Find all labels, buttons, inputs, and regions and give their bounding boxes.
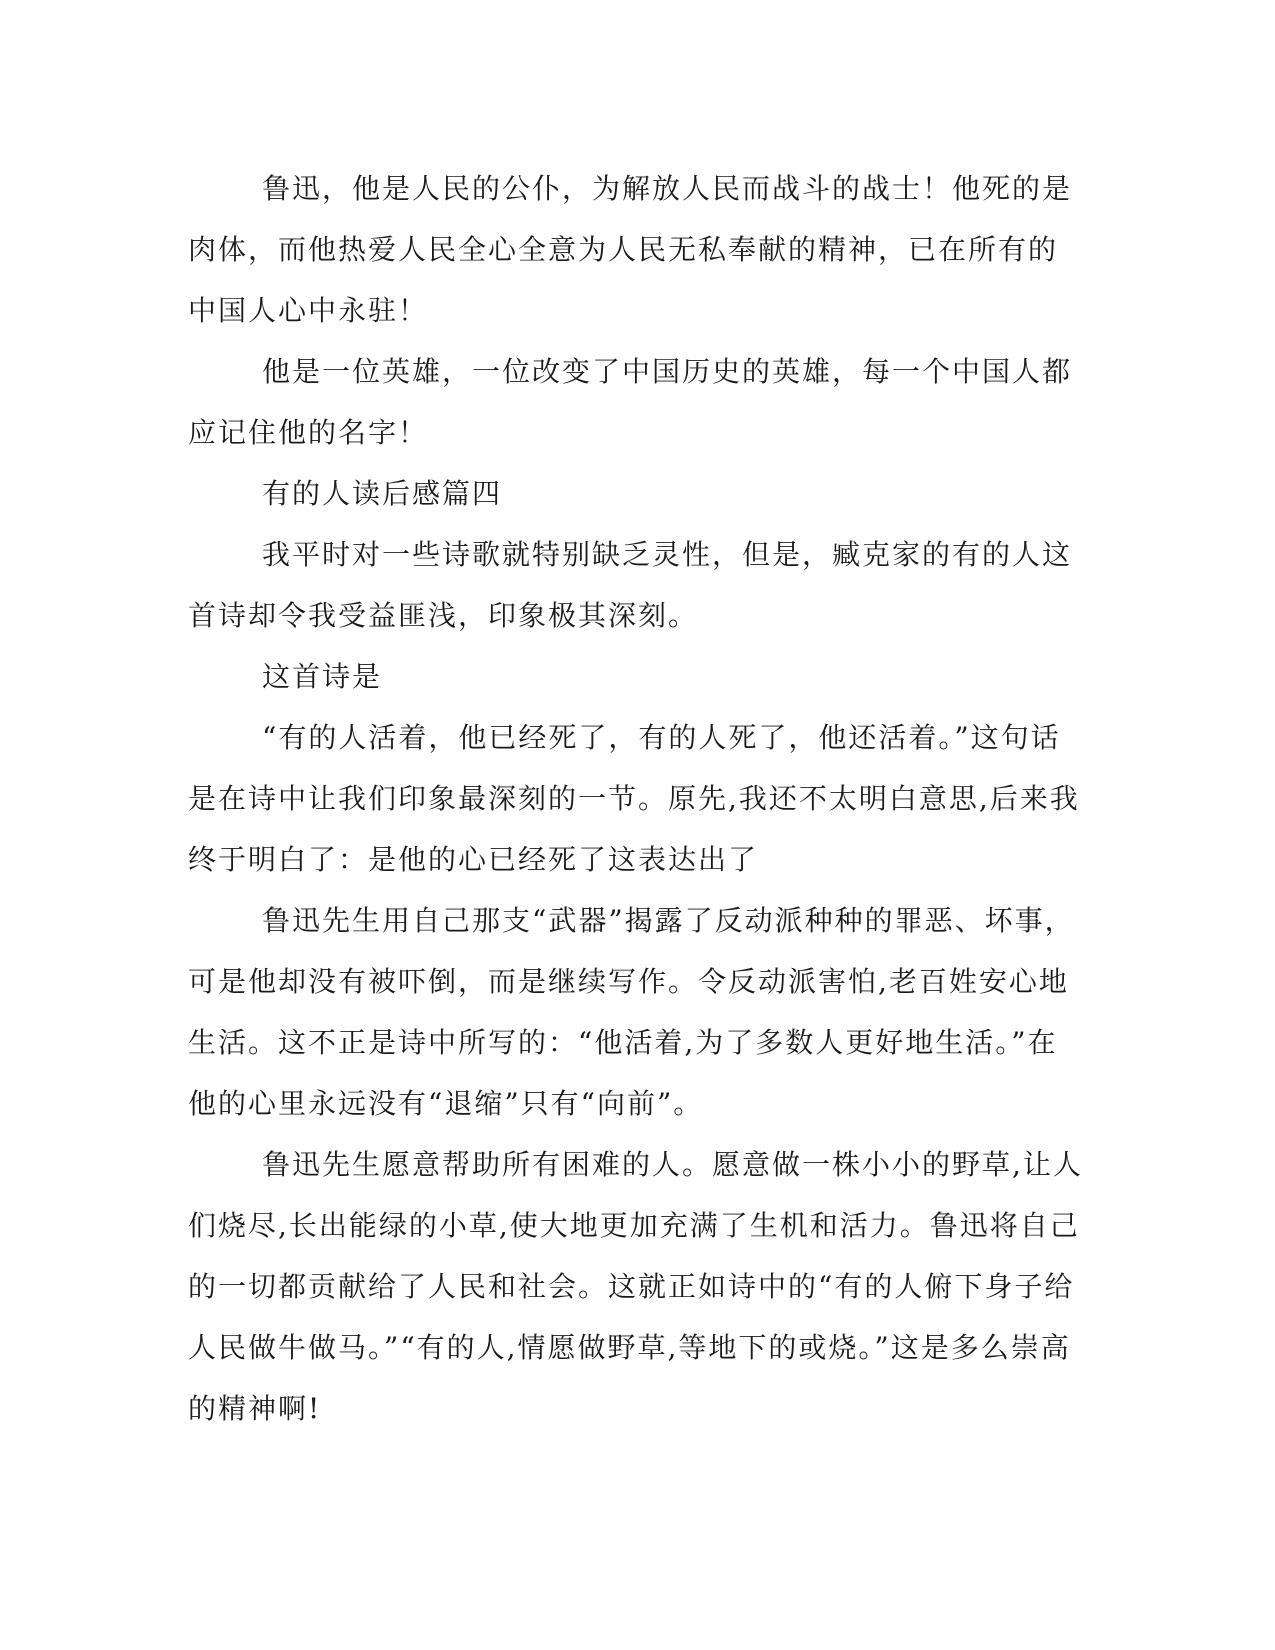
paragraph-1: 鲁迅，他是人民的公仆，为解放人民而战斗的战士！他死的是肉体，而他热爱人民全心全意为人民无私奉献的精神，已在所有的中国人心中永驻！	[188, 172, 1073, 327]
paragraph-7: 鲁迅先生愿意帮助所有困难的人。愿意做一株小小的野草,让人们烧尽,长出能绿的小草,使大地更加充满了生机和活力。鲁迅将自己的一切都贡献给了人民和社会。这就正如诗中的“有的人俯下身子给人民做牛做马。”“有的人,情愿做野草,等地下的或烧。”这是多么崇高的精神啊!	[188, 1148, 1083, 1425]
document-body	[188, 158, 1083, 1439]
paragraph-5: “有的人活着，他已经死了，有的人死了，他还活着。”这句话是在诗中让我们印象最深刻的一节。原先,我还不太明白意思,后来我终于明白了：是他的心已经死了这表达出了	[188, 721, 1080, 876]
section-heading: 有的人读后感篇四	[262, 477, 503, 510]
paragraph-4: 这首诗是	[262, 660, 383, 693]
paragraph-3: 我平时对一些诗歌就特别缺乏灵性，但是，臧克家的有的人这首诗却令我受益匪浅，印象极其深刻。	[188, 538, 1073, 632]
paragraph-6: 鲁迅先生用自己那支“武器”揭露了反动派种种的罪恶、坏事，可是他却没有被吓倒，而是继续写作。令反动派害怕,老百姓安心地生活。这不正是诗中所写的：“他活着,为了多数人更好地生活。”在他的心里永远没有“退缩”只有“向前”。	[188, 904, 1075, 1120]
paragraph-2: 他是一位英雄，一位改变了中国历史的英雄，每一个中国人都应记住他的名字！	[188, 355, 1073, 449]
